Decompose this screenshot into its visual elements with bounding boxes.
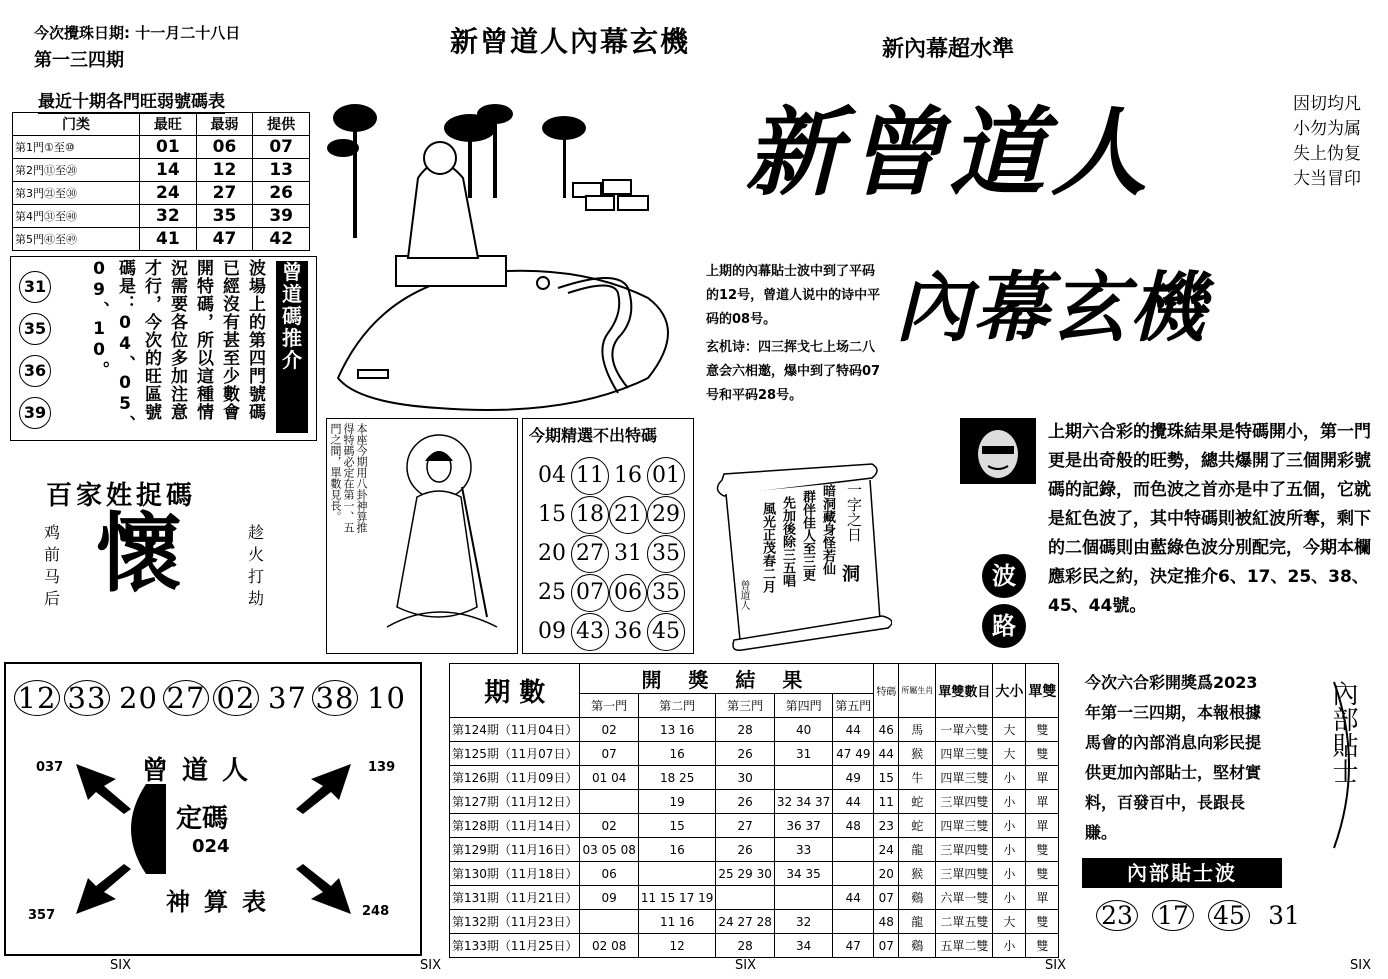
result-gate1: 02 (580, 718, 638, 742)
history-max: 24 (140, 182, 197, 205)
result-gate2: 15 (638, 814, 716, 838)
result-period: 第125期（11月07日） (450, 742, 580, 766)
calc-code-br: 248 (362, 904, 390, 919)
result-zodiac: 蛇 (899, 790, 936, 814)
history-row (13, 228, 310, 251)
result-gate5: 47 (833, 934, 874, 958)
result-oddeven: 單 (1026, 790, 1059, 814)
calc-code-tr: 139 (368, 760, 396, 775)
previous-note (706, 260, 886, 408)
results-col-gate1: 第一門 (580, 694, 638, 718)
calc-number: 10 (367, 681, 406, 715)
result-gate4: 31 (774, 742, 832, 766)
goddess-text: 本座今期用八卦神算推得特碼必定在第一、五門之間，單數見長。 (329, 423, 368, 533)
wave-number: 35 (19, 313, 51, 345)
calc-number: 33 (64, 680, 110, 716)
result-period: 第129期（11月16日） (450, 838, 580, 862)
result-gate3 (716, 886, 774, 910)
pick-number: 31 (614, 541, 642, 566)
previous-note-p1: 上期的內幕貼士波中到了平码的12号，曾道人说中的诗中平码的08号。 (706, 264, 881, 327)
result-oddeven-count: 三單四雙 (936, 790, 993, 814)
result-gate1: 06 (580, 862, 638, 886)
history-gate: 第5門㊶至㊾ (13, 228, 140, 251)
result-gate3: 28 (716, 718, 774, 742)
calc-box (4, 662, 422, 956)
result-gate1: 07 (580, 742, 638, 766)
footer-text: SIX (735, 958, 756, 973)
history-row (13, 205, 310, 228)
pick-number: 06 (609, 574, 647, 612)
result-gate5 (833, 910, 874, 934)
pick-number: 15 (538, 502, 566, 527)
history-offer: 39 (253, 205, 310, 228)
result-size: 小 (993, 862, 1026, 886)
result-gate2 (638, 862, 716, 886)
result-zodiac: 猴 (899, 862, 936, 886)
calc-bottom-text: 神算表 (166, 888, 280, 916)
poem-line: 失上伪复 (1293, 144, 1361, 164)
pick-number: 29 (647, 496, 685, 534)
poem-line: 大当冒印 (1293, 169, 1361, 189)
results-col-zodiac: 所屬生肖 (899, 664, 936, 718)
pick-number: 20 (538, 541, 566, 566)
result-gate2: 16 (638, 838, 716, 862)
picks-row (533, 496, 685, 534)
picks-box (522, 418, 694, 654)
baijia-right-char: 趁 (248, 523, 265, 542)
history-gate: 第3門㉑至㉚ (13, 182, 140, 205)
history-gate: 第1門①至⑩ (13, 136, 140, 159)
result-oddeven-count: 四單三雙 (936, 814, 993, 838)
scroll-signature: 曾道人 (738, 580, 749, 610)
pick-number: 11 (571, 457, 609, 495)
tip-number: 23 (1096, 900, 1138, 931)
result-gate5: 44 (833, 790, 874, 814)
scroll-head: 一字之日 (845, 482, 863, 542)
pick-number: 27 (571, 535, 609, 573)
result-size: 小 (993, 790, 1026, 814)
result-oddeven: 單 (1026, 766, 1059, 790)
calc-numbers (14, 680, 411, 716)
calc-code-bl: 357 (28, 908, 56, 923)
results-col-gate3: 第三門 (716, 694, 774, 718)
scroll-poem-line: 風光正茂春二月 (760, 502, 775, 593)
result-size: 大 (993, 910, 1026, 934)
result-special: 46 (874, 718, 899, 742)
baijia-left-char: 鸡 (44, 523, 61, 542)
result-zodiac: 牛 (899, 766, 936, 790)
result-period: 第130期（11月18日） (450, 862, 580, 886)
history-min: 27 (196, 182, 253, 205)
result-gate3: 26 (716, 742, 774, 766)
result-gate4: 40 (774, 718, 832, 742)
result-gate4: 33 (774, 838, 832, 862)
results-col-special: 特碼 (874, 664, 899, 718)
poem-line: 小勿为属 (1293, 119, 1361, 139)
calc-number: 27 (163, 680, 209, 716)
result-gate1: 03 05 08 (580, 838, 638, 862)
result-period: 第128期（11月14日） (450, 814, 580, 838)
pick-number: 01 (647, 457, 685, 495)
result-special: 11 (874, 790, 899, 814)
history-max: 14 (140, 159, 197, 182)
result-special: 24 (874, 838, 899, 862)
calc-top-text: 曾道人 (142, 756, 263, 786)
results-col-gate4: 第四門 (774, 694, 832, 718)
result-row (450, 838, 1059, 862)
result-row (450, 934, 1059, 958)
result-row (450, 718, 1059, 742)
calc-fixed-label: 定碼 (176, 804, 229, 834)
result-zodiac: 龍 (899, 910, 936, 934)
result-gate1: 02 08 (580, 934, 638, 958)
pick-number: 21 (609, 496, 647, 534)
result-size: 小 (993, 838, 1026, 862)
result-gate4: 34 35 (774, 862, 832, 886)
result-zodiac: 鷄 (899, 886, 936, 910)
history-max: 41 (140, 228, 197, 251)
result-zodiac: 馬 (899, 718, 936, 742)
scroll-key: 洞 (842, 564, 860, 585)
result-special: 15 (874, 766, 899, 790)
history-col-offer: 提供 (253, 113, 310, 136)
history-min: 35 (196, 205, 253, 228)
pick-number: 35 (647, 574, 685, 612)
history-offer: 07 (253, 136, 310, 159)
history-col-min: 最弱 (196, 113, 253, 136)
result-period: 第127期（11月12日） (450, 790, 580, 814)
baijia-right (248, 522, 264, 610)
calc-code-tl: 037 (36, 760, 64, 775)
calc-number: 20 (119, 681, 158, 715)
result-oddeven-count: 四單三雙 (936, 742, 993, 766)
result-oddeven-count: 二單五雙 (936, 910, 993, 934)
result-zodiac: 鷄 (899, 934, 936, 958)
result-oddeven: 雙 (1026, 862, 1059, 886)
result-oddeven-count: 五單二雙 (936, 934, 993, 958)
result-oddeven-count: 三單四雙 (936, 862, 993, 886)
result-size: 小 (993, 766, 1026, 790)
result-oddeven-count: 一單六雙 (936, 718, 993, 742)
scroll-poem-line: 先加後除三五唱 (780, 496, 795, 587)
result-gate4 (774, 886, 832, 910)
result-gate3: 24 27 28 (716, 910, 774, 934)
result-gate5: 44 (833, 718, 874, 742)
baijia-left-char: 马 (44, 567, 61, 586)
pick-number: 35 (647, 535, 685, 573)
scroll-poem-line: 暗洞藏身怪若仙 (820, 484, 835, 575)
history-max: 32 (140, 205, 197, 228)
wave-box (10, 256, 317, 441)
result-oddeven: 雙 (1026, 742, 1059, 766)
result-gate5: 44 (833, 886, 874, 910)
pick-number: 04 (538, 463, 566, 488)
big-title-line2: 內幕玄機 (895, 263, 1207, 352)
history-min: 12 (196, 159, 253, 182)
results-col-oddeven: 單雙 (1026, 664, 1059, 718)
result-oddeven: 雙 (1026, 838, 1059, 862)
result-gate1 (580, 790, 638, 814)
poem-right (1293, 92, 1361, 192)
insider-bracket (1330, 680, 1366, 850)
result-row (450, 790, 1059, 814)
calc-number: 02 (213, 680, 259, 716)
history-offer: 13 (253, 159, 310, 182)
result-gate2: 19 (638, 790, 716, 814)
sub-title: 新內幕超水準 (882, 37, 1015, 62)
author-portrait (960, 418, 1036, 484)
result-zodiac: 猴 (899, 742, 936, 766)
insider-text: 今次六合彩開獎爲2023年第一三四期，本報根據馬會的內部消息向彩民提供更加內部貼士，堅材實料，百發百中，長跟長賺。 (1085, 673, 1262, 842)
result-gate5: 48 (833, 814, 874, 838)
scroll-poem-line: 群伴佳人至三更 (800, 490, 815, 581)
result-period: 第124期（11月04日） (450, 718, 580, 742)
result-gate4: 34 (774, 934, 832, 958)
result-gate1 (580, 910, 638, 934)
result-gate3: 27 (716, 814, 774, 838)
result-size: 小 (993, 934, 1026, 958)
history-max: 01 (140, 136, 197, 159)
result-row (450, 742, 1059, 766)
result-gate5: 49 (833, 766, 874, 790)
result-size: 小 (993, 814, 1026, 838)
tip-number: 45 (1208, 900, 1250, 931)
big-title-line1: 新曾道人 (745, 97, 1153, 209)
result-oddeven: 單 (1026, 886, 1059, 910)
poem-scroll (712, 460, 892, 652)
result-gate5: 47 49 (833, 742, 874, 766)
footer-text: SIX (1045, 958, 1066, 973)
calc-number: 38 (312, 680, 358, 716)
result-gate3: 28 (716, 934, 774, 958)
history-col-max: 最旺 (140, 113, 197, 136)
baijia-left-char: 前 (44, 545, 61, 564)
tip-numbers (1096, 900, 1318, 931)
result-row (450, 814, 1059, 838)
footer-text: SIX (420, 958, 441, 973)
result-period: 第126期（11月09日） (450, 766, 580, 790)
results-col-gate2: 第二門 (638, 694, 716, 718)
poem-line: 因切均凡 (1293, 94, 1361, 114)
history-row (13, 182, 310, 205)
issue-number: 第一三四期 (34, 50, 124, 71)
result-special: 07 (874, 934, 899, 958)
footer-strip (0, 958, 1388, 978)
pick-number: 25 (538, 580, 566, 605)
pick-number: 18 (571, 496, 609, 534)
picks-row (533, 613, 685, 651)
results-col-gate5: 第五門 (833, 694, 874, 718)
result-oddeven: 雙 (1026, 910, 1059, 934)
picks-row (533, 535, 685, 573)
result-oddeven-count: 三單四雙 (936, 838, 993, 862)
result-size: 大 (993, 742, 1026, 766)
result-special: 23 (874, 814, 899, 838)
history-col-gate: 门类 (13, 113, 140, 136)
result-row (450, 910, 1059, 934)
goddess-illustration (367, 427, 507, 649)
picks-row (533, 457, 685, 495)
baijia-left (44, 522, 60, 610)
history-table (12, 112, 310, 251)
results-result-header: 開 獎 結 果 (580, 664, 874, 694)
result-gate1: 02 (580, 814, 638, 838)
result-period: 第131期（11月21日） (450, 886, 580, 910)
result-gate3: 26 (716, 838, 774, 862)
result-row (450, 862, 1059, 886)
result-zodiac: 龍 (899, 838, 936, 862)
wave-number: 39 (19, 397, 51, 429)
result-gate5 (833, 838, 874, 862)
pick-number: 43 (571, 613, 609, 651)
pick-number: 07 (571, 574, 609, 612)
history-gate: 第4門㉛至㊵ (13, 205, 140, 228)
wave-text: 波場上的第四門號碼已經沒有甚至少數會開特碼，所以這種情況需要各位多加注意才行，今次的旺區號碼是：04、05、09、10。 (89, 259, 265, 433)
previous-note-p2: 玄机诗：四三挥戈七上场二八意会六相邀，爆中到了特码07号和平码28号。 (706, 340, 881, 403)
result-zodiac: 蛇 (899, 814, 936, 838)
result-gate4 (774, 766, 832, 790)
result-period: 第133期（11月25日） (450, 934, 580, 958)
history-title: 最近十期各門旺弱號碼表 (38, 87, 225, 114)
wave-number: 31 (19, 271, 51, 303)
baijia-title: 百家姓捉碼 (46, 481, 197, 511)
history-row (13, 136, 310, 159)
result-gate2: 18 25 (638, 766, 716, 790)
goddess-box (326, 418, 518, 654)
calc-number: 12 (14, 680, 60, 716)
result-special: 48 (874, 910, 899, 934)
pick-number: 09 (538, 619, 566, 644)
results-period-header: 期 數 (450, 664, 580, 718)
result-special: 44 (874, 742, 899, 766)
wave-logo: 曾道碼推介 (276, 261, 308, 433)
result-special: 07 (874, 886, 899, 910)
tip-number: 17 (1152, 900, 1194, 931)
picks-row (533, 574, 685, 612)
result-oddeven-count: 六單一雙 (936, 886, 993, 910)
result-oddeven: 雙 (1026, 718, 1059, 742)
result-gate3: 25 29 30 (716, 862, 774, 886)
draw-date: 今次攪珠日期: 十一月二十八日 (34, 24, 241, 42)
footer-text: SIX (1350, 958, 1371, 973)
result-gate3: 30 (716, 766, 774, 790)
tip-bar: 內部貼士波 (1082, 858, 1282, 888)
result-gate1: 01 04 (580, 766, 638, 790)
result-gate2: 11 16 (638, 910, 716, 934)
wave-badge: 波 (982, 554, 1026, 598)
result-gate2: 11 15 17 19 (638, 886, 716, 910)
analysis-text: 上期六合彩的攪珠結果是特碼開小，第一門更是出奇般的旺勢，總共爆開了三個開彩號碼的記錄，而色波之首亦是中了五個，它就是紅色波了，其中特碼則被紅波所奪，剩下的二個碼則由藍綠色波分別配完，今期本欄應彩民之約，決定推介6、17、25、38、45、44號。 (1048, 422, 1371, 616)
calc-fixed-code: 024 (192, 836, 230, 857)
result-size: 小 (993, 886, 1026, 910)
baijia-char: 懷 (96, 504, 182, 604)
result-gate5 (833, 862, 874, 886)
result-gate4: 32 34 37 (774, 790, 832, 814)
pick-number: 36 (614, 619, 642, 644)
picks-title: 今期精選不出特碼 (529, 426, 658, 445)
result-size: 大 (993, 718, 1026, 742)
sage-illustration (318, 88, 698, 413)
baijia-right-char: 火 (248, 545, 265, 564)
history-offer: 42 (253, 228, 310, 251)
wave-number: 36 (19, 355, 51, 387)
result-gate2: 13 16 (638, 718, 716, 742)
route-badge: 路 (982, 604, 1026, 648)
result-row (450, 886, 1059, 910)
result-period: 第132期（11月23日） (450, 910, 580, 934)
result-oddeven-count: 四單三雙 (936, 766, 993, 790)
history-offer: 26 (253, 182, 310, 205)
results-col-size: 大小 (993, 664, 1026, 718)
baijia-right-char: 劫 (248, 589, 265, 608)
result-row (450, 766, 1059, 790)
result-special: 20 (874, 862, 899, 886)
calc-number: 37 (268, 681, 307, 715)
result-gate4: 36 37 (774, 814, 832, 838)
result-gate2: 12 (638, 934, 716, 958)
history-gate: 第2門⑪至⑳ (13, 159, 140, 182)
baijia-left-char: 后 (44, 589, 61, 608)
results-col-oddeven-count: 單雙數目 (936, 664, 993, 718)
result-gate2: 16 (638, 742, 716, 766)
history-min: 06 (196, 136, 253, 159)
insider-tag: 內部貼士 (1328, 680, 1358, 784)
baijia-right-char: 打 (248, 567, 265, 586)
history-row (13, 159, 310, 182)
result-oddeven: 雙 (1026, 934, 1059, 958)
result-gate4: 32 (774, 910, 832, 934)
history-min: 47 (196, 228, 253, 251)
result-gate1: 09 (580, 886, 638, 910)
result-gate3: 26 (716, 790, 774, 814)
results-table (449, 663, 1059, 958)
footer-text: SIX (110, 958, 131, 973)
pick-number: 45 (647, 613, 685, 651)
main-title: 新曾道人內幕玄機 (450, 25, 691, 58)
pick-number: 16 (614, 463, 642, 488)
result-oddeven: 單 (1026, 814, 1059, 838)
tip-number: 31 (1268, 901, 1300, 930)
